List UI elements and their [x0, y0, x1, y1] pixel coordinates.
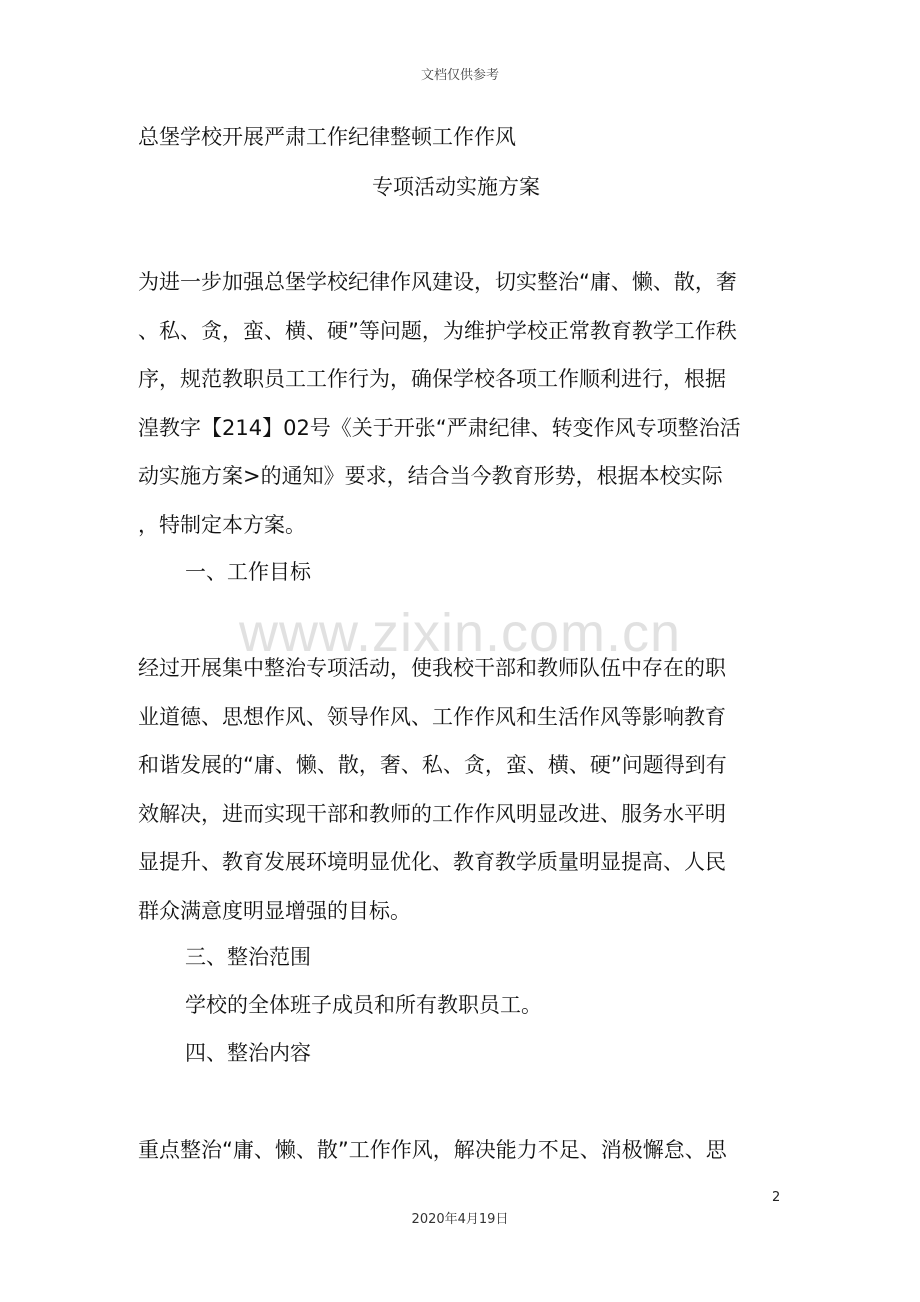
section-heading-content: 四、整治内容: [185, 1041, 311, 1065]
intro-line: 为进一步加强总堡学校纪律作风建设，切实整治“庸、懒、散，奢: [138, 270, 737, 294]
goal-paragraph: [138, 644, 727, 935]
intro-line: ，特制定本方案。: [138, 512, 306, 537]
intro-line: 、私、贪，蛮、横、硬”等问题，为维护学校正常教育教学工作秩: [138, 318, 737, 343]
section-heading-goal: 一、工作目标: [185, 560, 311, 584]
goal-line: 经过开展集中整治专项活动，使我校干部和教师队伍中存在的职: [138, 656, 726, 680]
intro-line: 动实施方案>的通知》要求，结合当今教育形势，根据本校实际: [138, 464, 723, 488]
document-title-line1: 总堡学校开展严肃工作纪律整顿工作作风: [138, 125, 516, 149]
content-line: 重点整治“庸、懒、散”工作作风，解决能力不足、消极懈怠、思: [138, 1138, 727, 1162]
intro-paragraph: [138, 258, 741, 549]
goal-line: 效解决，进而实现干部和教师的工作作风明显改进、服务水平明: [138, 801, 726, 826]
footer-date: 2020年4月19日: [411, 1212, 509, 1227]
intro-line: 湟教字【214】02号《关于开张“严肃纪律、转变作风专项整治活: [138, 415, 741, 440]
header-note: 文档仅供参考: [420, 68, 499, 83]
content-paragraph: [138, 1126, 727, 1175]
goal-line: 显提升、教育发展环境明显优化、教育教学质量明显提高、人民: [138, 850, 726, 874]
goal-line: 群众满意度明显增强的目标。: [138, 898, 411, 923]
document-title-line2: 专项活动实施方案: [372, 175, 540, 199]
section-heading-scope: 三、整治范围: [185, 945, 311, 969]
goal-line: 业道德、思想作风、领导作风、工作作风和生活作风等影响教育: [138, 704, 726, 729]
page-number: 2: [772, 1190, 781, 1205]
watermark: www.zixin.com.cn: [238, 603, 682, 663]
scope-text: 学校的全体班子成员和所有教职员工。: [185, 993, 542, 1017]
intro-line: 序，规范教职员工工作行为，确保学校各项工作顺利进行，根据: [138, 367, 726, 391]
goal-line: 和谐发展的“庸、懒、散，奢、私、贪，蛮、横、硬”问题得到有: [138, 753, 727, 777]
